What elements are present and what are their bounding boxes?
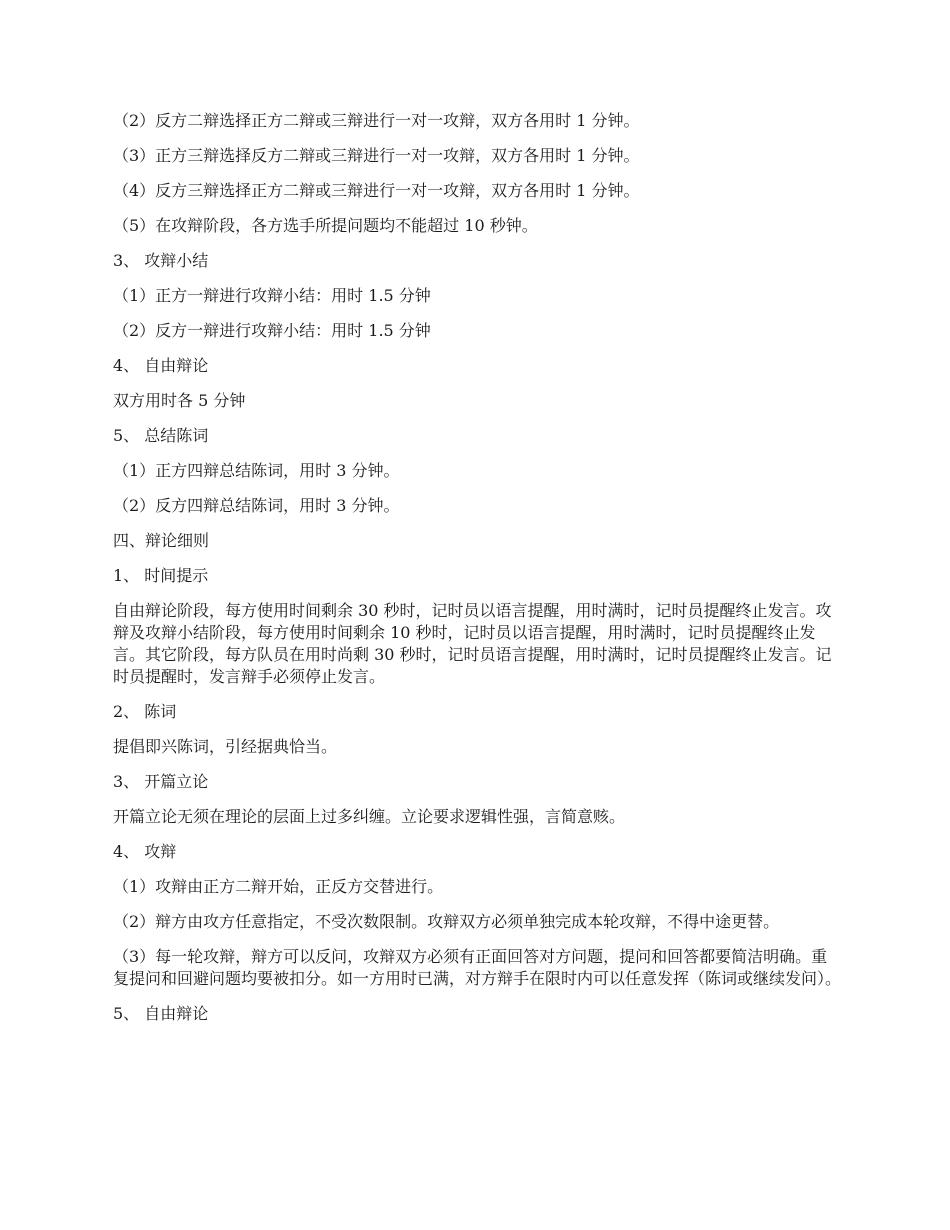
section-heading-free-debate: 5、 自由辩论	[113, 1004, 209, 1023]
list-item-1: （1）正方一辩进行攻辩小结：用时 1.5 分钟	[113, 286, 431, 305]
paragraph: 提倡即兴陈词，引经据典恰当。	[113, 737, 338, 756]
list-item-5: （5）在攻辩阶段，各方选手所提问题均不能超过 10 秒钟。	[113, 216, 538, 235]
list-item-2: （2）反方二辩选择正方二辩或三辩进行一对一攻辩，双方各用时 1 分钟。	[113, 111, 640, 130]
paragraph: 双方用时各 5 分钟	[113, 391, 246, 410]
list-item-2: （2）辩方由攻方任意指定，不受次数限制。攻辩双方必须单独完成本轮攻辩，不得中途更替。	[113, 912, 780, 931]
section-heading-closing-statement: 5、 总结陈词	[113, 426, 209, 445]
section-heading-rebuttal-summary: 3、 攻辩小结	[113, 251, 209, 270]
list-item-2: （2）反方四辩总结陈词，用时 3 分钟。	[113, 496, 400, 515]
section-heading-free-debate: 4、 自由辩论	[113, 356, 209, 375]
chapter-heading-rules: 四、辩论细则	[113, 531, 210, 550]
paragraph: 开篇立论无须在理论的层面上过多纠缠。立论要求逻辑性强，言简意赅。	[113, 807, 626, 826]
section-heading-statement: 2、 陈词	[113, 702, 177, 721]
list-item-1: （1）攻辩由正方二辩开始，正反方交替进行。	[113, 877, 444, 896]
section-heading-time-prompt: 1、 时间提示	[113, 566, 209, 585]
list-item-4: （4）反方三辩选择正方二辩或三辩进行一对一攻辩，双方各用时 1 分钟。	[113, 181, 640, 200]
list-item-1: （1）正方四辩总结陈词，用时 3 分钟。	[113, 461, 400, 480]
list-item-3: （3）每一轮攻辩，辩方可以反问，攻辩双方必须有正面回答对方问题，提问和回答都要简洁明确。重复提问和回避问题均要被扣分。如一方用时已满，对方辩手在限时内可以任意发挥（陈词或继续发问）。	[113, 947, 842, 988]
document-body	[113, 110, 843, 1038]
section-heading-rebuttal: 4、 攻辩	[113, 842, 177, 861]
paragraph: 自由辩论阶段，每方使用时间剩余 30 秒时，记时员以语言提醒，用时满时，记时员提醒终止发言。攻辩及攻辩小结阶段，每方使用时间剩余 10 秒时，记时员以语言提醒，用时满时，记时员提醒终止发言。其它阶段，每方队员在用时尚剩 30 秒时，记时员语言提醒，用时满时，记时员提醒终止发言。记时员提醒时，发言辩手必须停止发言。	[113, 601, 832, 686]
list-item-3: （3）正方三辩选择反方二辩或三辩进行一对一攻辩，双方各用时 1 分钟。	[113, 146, 640, 165]
section-heading-opening: 3、 开篇立论	[113, 772, 209, 791]
list-item-2: （2）反方一辩进行攻辩小结：用时 1.5 分钟	[113, 321, 431, 340]
